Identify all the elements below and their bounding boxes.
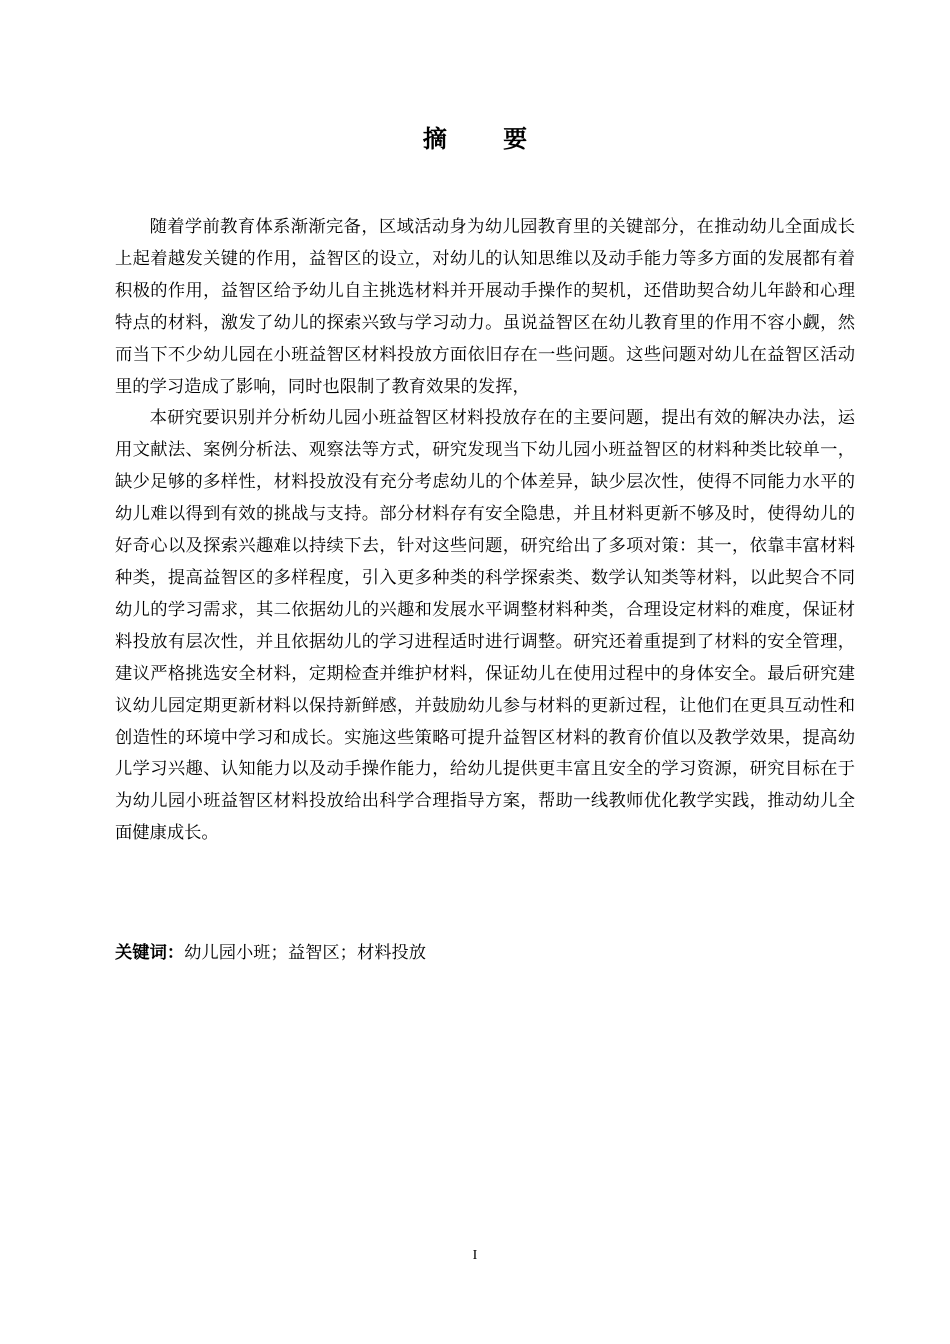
keywords-label: 关键词： [115, 943, 185, 963]
abstract-paragraph-1: 随着学前教育体系渐渐完备，区域活动身为幼儿园教育里的关键部分，在推动幼儿全面成长上起着越发关键的作用，益智区的设立，对幼儿的认知思维以及动手能力等多方面的发展都有着积极的作用，益智区给予幼儿自主挑选材料并开展动手操作的契机，还借助契合幼儿年龄和心理特点的材料，激发了幼儿的探索兴致与学习动力。虽说益智区在幼儿教育里的作用不容小觑，然而当下不少幼儿园在小班益智区材料投放方面依旧存在一些问题。这些问题对幼儿在益智区活动里的学习造成了影响，同时也限制了教育效果的发挥， [115, 217, 855, 397]
keywords-text: 幼儿园小班；益智区；材料投放 [184, 943, 427, 963]
abstract-paragraph-2: 本研究要识别并分析幼儿园小班益智区材料投放存在的主要问题，提出有效的解决办法，运用文献法、案例分析法、观察法等方式，研究发现当下幼儿园小班益智区的材料种类比较单一，缺少足够的多样性，材料投放没有充分考虑幼儿的个体差异，缺少层次性，使得不同能力水平的幼儿难以得到有效的挑战与支持。部分材料存有安全隐患，并且材料更新不够及时，使得幼儿的好奇心以及探索兴趣难以持续下去，针对这些问题，研究给出了多项对策：其一，依靠丰富材料种类，提高益智区的多样程度，引入更多种类的科学探索类、数学认知类等材料，以此契合不同幼儿的学习需求，其二依据幼儿的兴趣和发展水平调整材料种类，合理设定材料的难度，保证材料投放有层次性，并且依据幼儿的学习进程适时进行调整。研究还着重提到了材料的安全管理，建议严格挑选安全材料，定期检查并维护材料，保证幼儿在使用过程中的身体安全。最后研究建议幼儿园定期更新材料以保持新鲜感，并鼓励幼儿参与材料的更新过程，让他们在更具互动性和创造性的环境中学习和成长。实施这些策略可提升益智区材料的教育价值以及教学效果，提高幼儿学习兴趣、认知能力以及动手操作能力，给幼儿提供更丰富且安全的学习资源，研究目标在于为幼儿园小班益智区材料投放给出科学合理指导方案，帮助一线教师优化教学实践，推动幼儿全面健康成长。 [115, 408, 855, 844]
keywords-line [115, 937, 855, 969]
page-number: I [472, 1248, 478, 1263]
abstract-title: 摘 要 [422, 125, 552, 153]
abstract-body [115, 212, 855, 850]
